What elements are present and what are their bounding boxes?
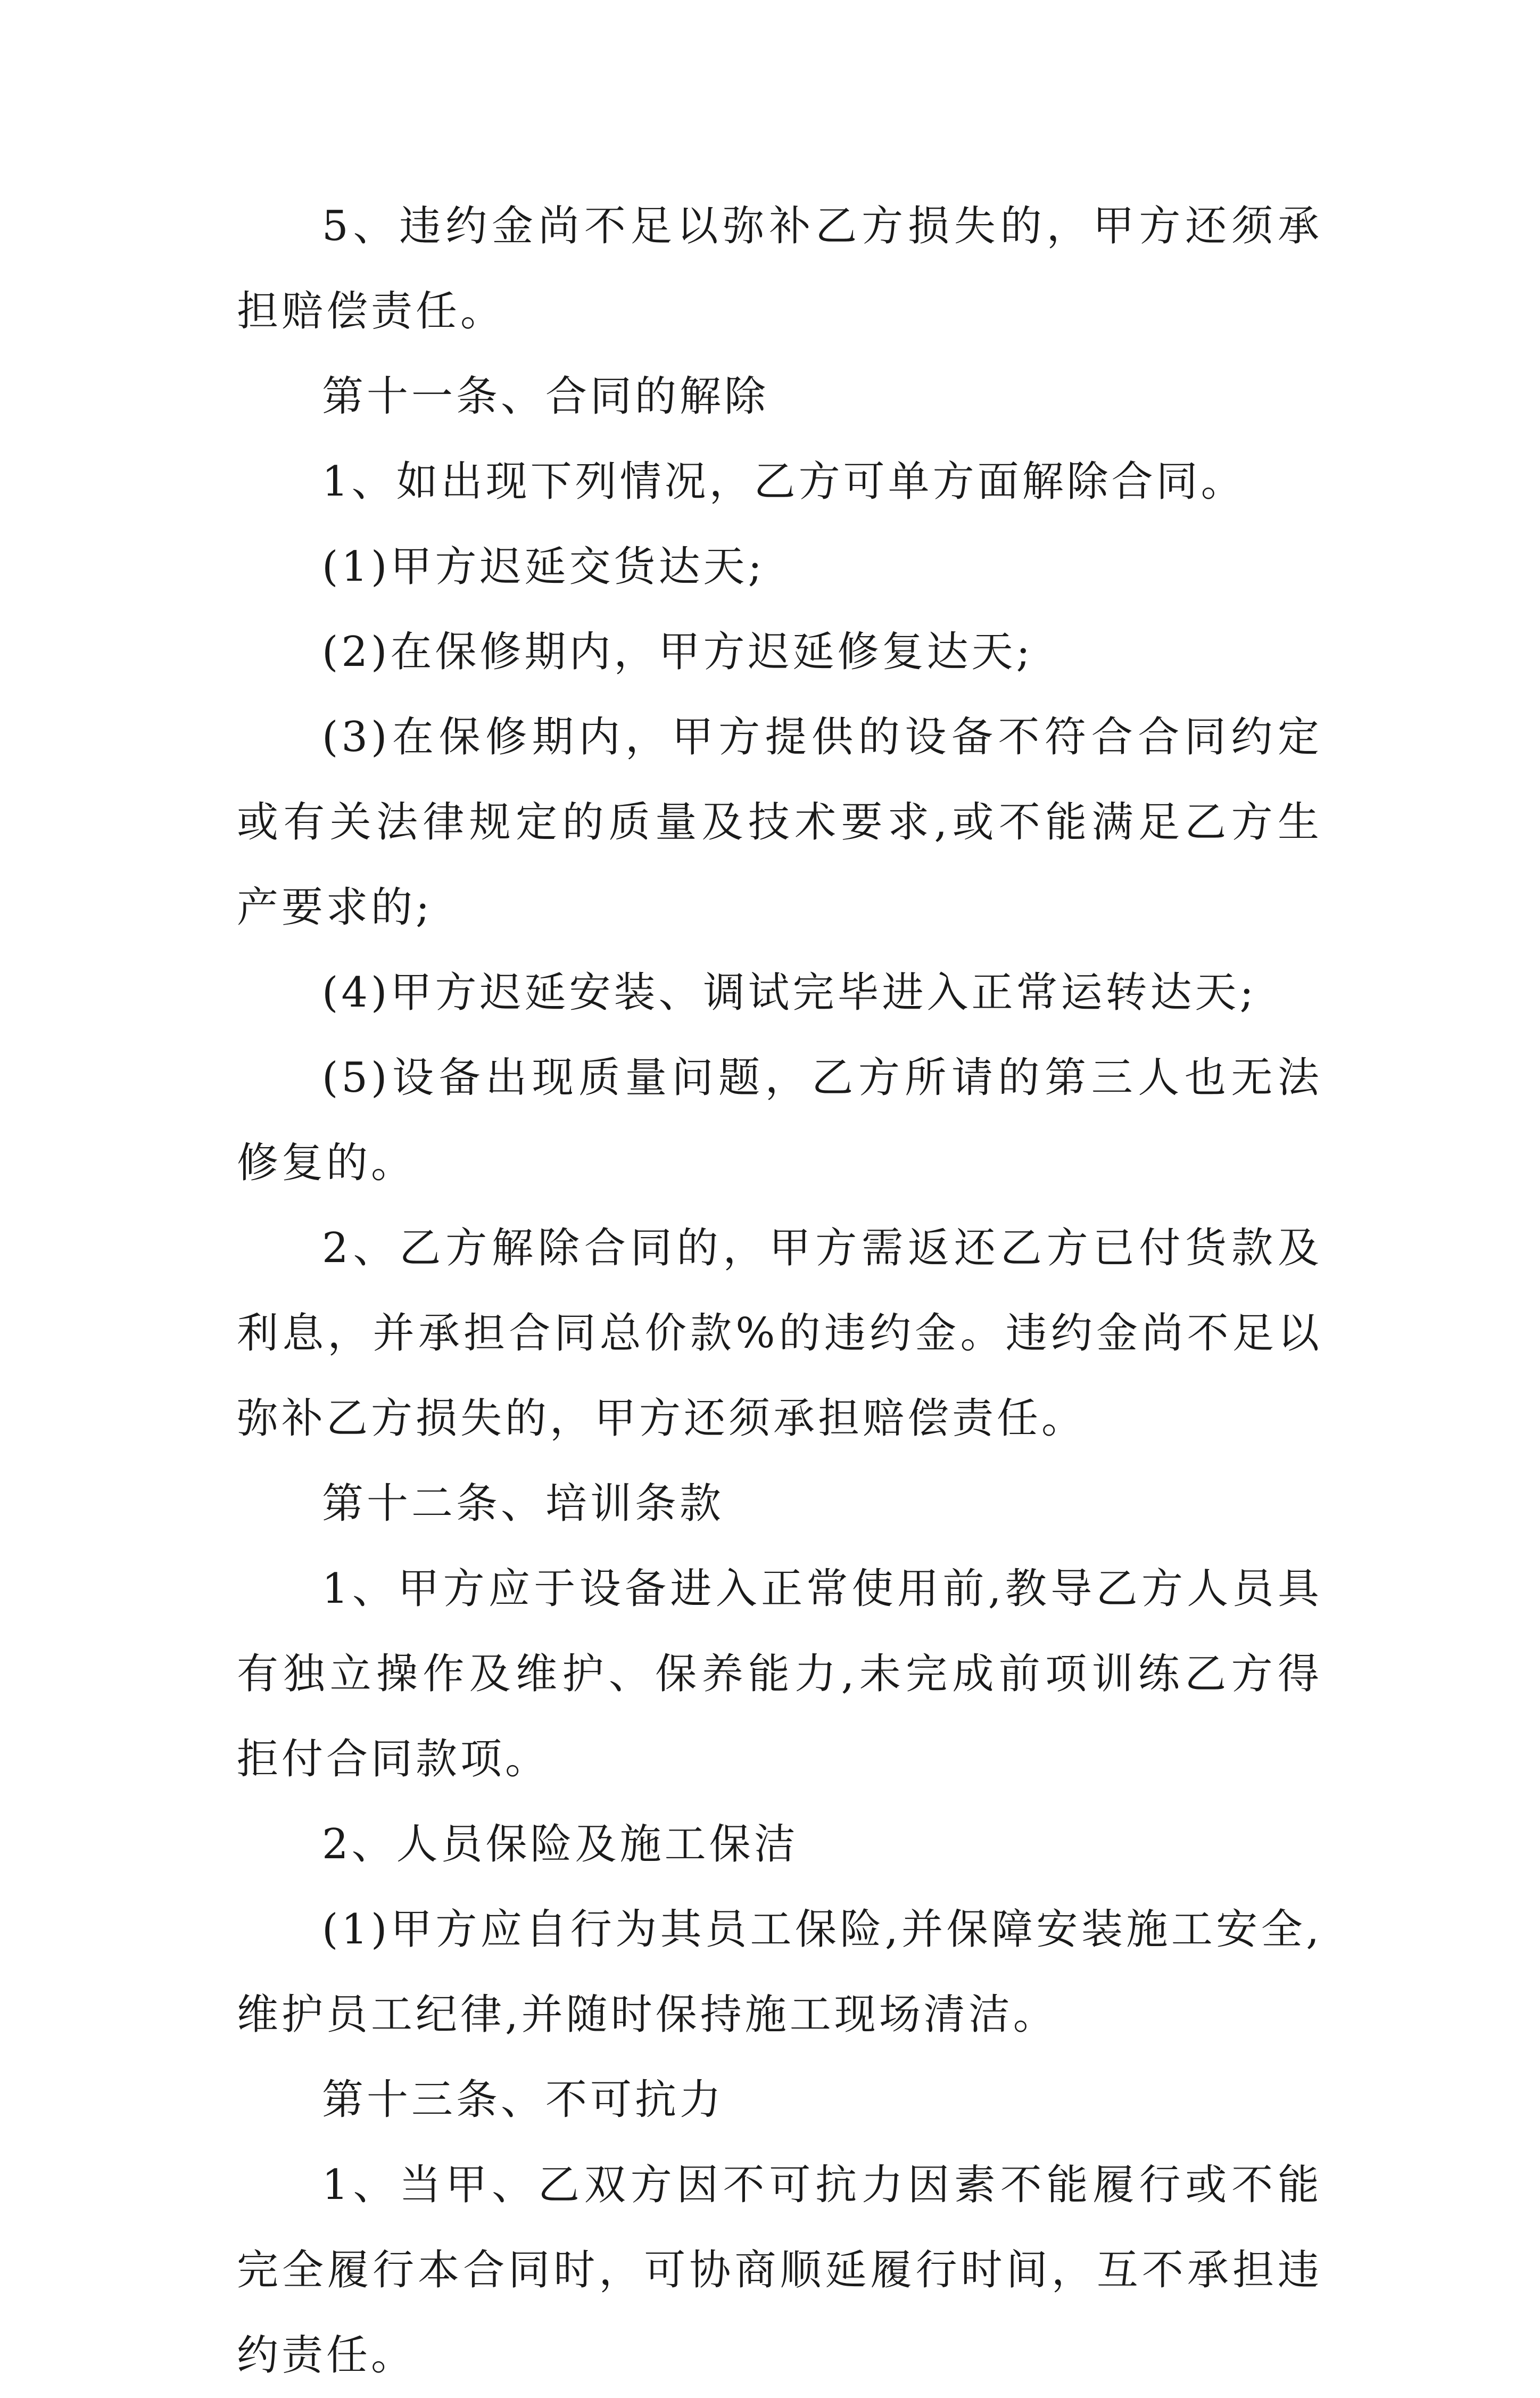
article-13-heading: 第十三条、不可抗力 (322, 2076, 725, 2124)
article-12-heading: 第十二条、培训条款 (322, 1480, 725, 1528)
list-item-delay-installation: (4)甲方迟延安装、调试完毕进入正常运转达天; (322, 969, 1257, 1017)
paragraph-termination-refund: 2、乙方解除合同的，甲方需返还乙方已付货款及利息，并承担合同总价款%的违约金。违约金尚不足以弥补乙方损失的，甲方还须承担赔偿责任。 (237, 1224, 1322, 1443)
list-item-delay-repair: (2)在保修期内，甲方迟延修复达天; (322, 628, 1033, 676)
document-body (237, 184, 1322, 2398)
paragraph-penalty-insufficient: 5、违约金尚不足以弥补乙方损失的，甲方还须承担赔偿责任。 (237, 202, 1322, 335)
article-11-heading: 第十一条、合同的解除 (322, 373, 769, 421)
paragraph-termination-conditions: 1、如出现下列情况，乙方可单方面解除合同。 (322, 458, 1246, 506)
list-item-unrepairable: (5)设备出现质量问题，乙方所请的第三人也无法修复的。 (237, 1054, 1322, 1187)
list-item-delay-delivery: (1)甲方迟延交货达天; (322, 543, 765, 591)
paragraph-training: 1、甲方应于设备进入正常使用前,教导乙方人员具有独立操作及维护、保养能力,未完成前项训练乙方得拒付合同款项。 (237, 1565, 1322, 1783)
paragraph-force-majeure: 1、当甲、乙双方因不可抗力因素不能履行或不能完全履行本合同时，可协商顺延履行时间，互不承担违约责任。 (237, 2161, 1322, 2379)
list-item-employee-insurance: (1)甲方应自行为其员工保险,并保障安装施工安全,维护员工纪律,并随时保持施工现场清洁。 (237, 1906, 1322, 2039)
list-item-quality-nonconformity: (3)在保修期内，甲方提供的设备不符合合同约定或有关法律规定的质量及技术要求,或不能满足乙方生产要求的; (237, 713, 1322, 932)
paragraph-insurance-heading: 2、人员保险及施工保洁 (322, 1820, 799, 1868)
